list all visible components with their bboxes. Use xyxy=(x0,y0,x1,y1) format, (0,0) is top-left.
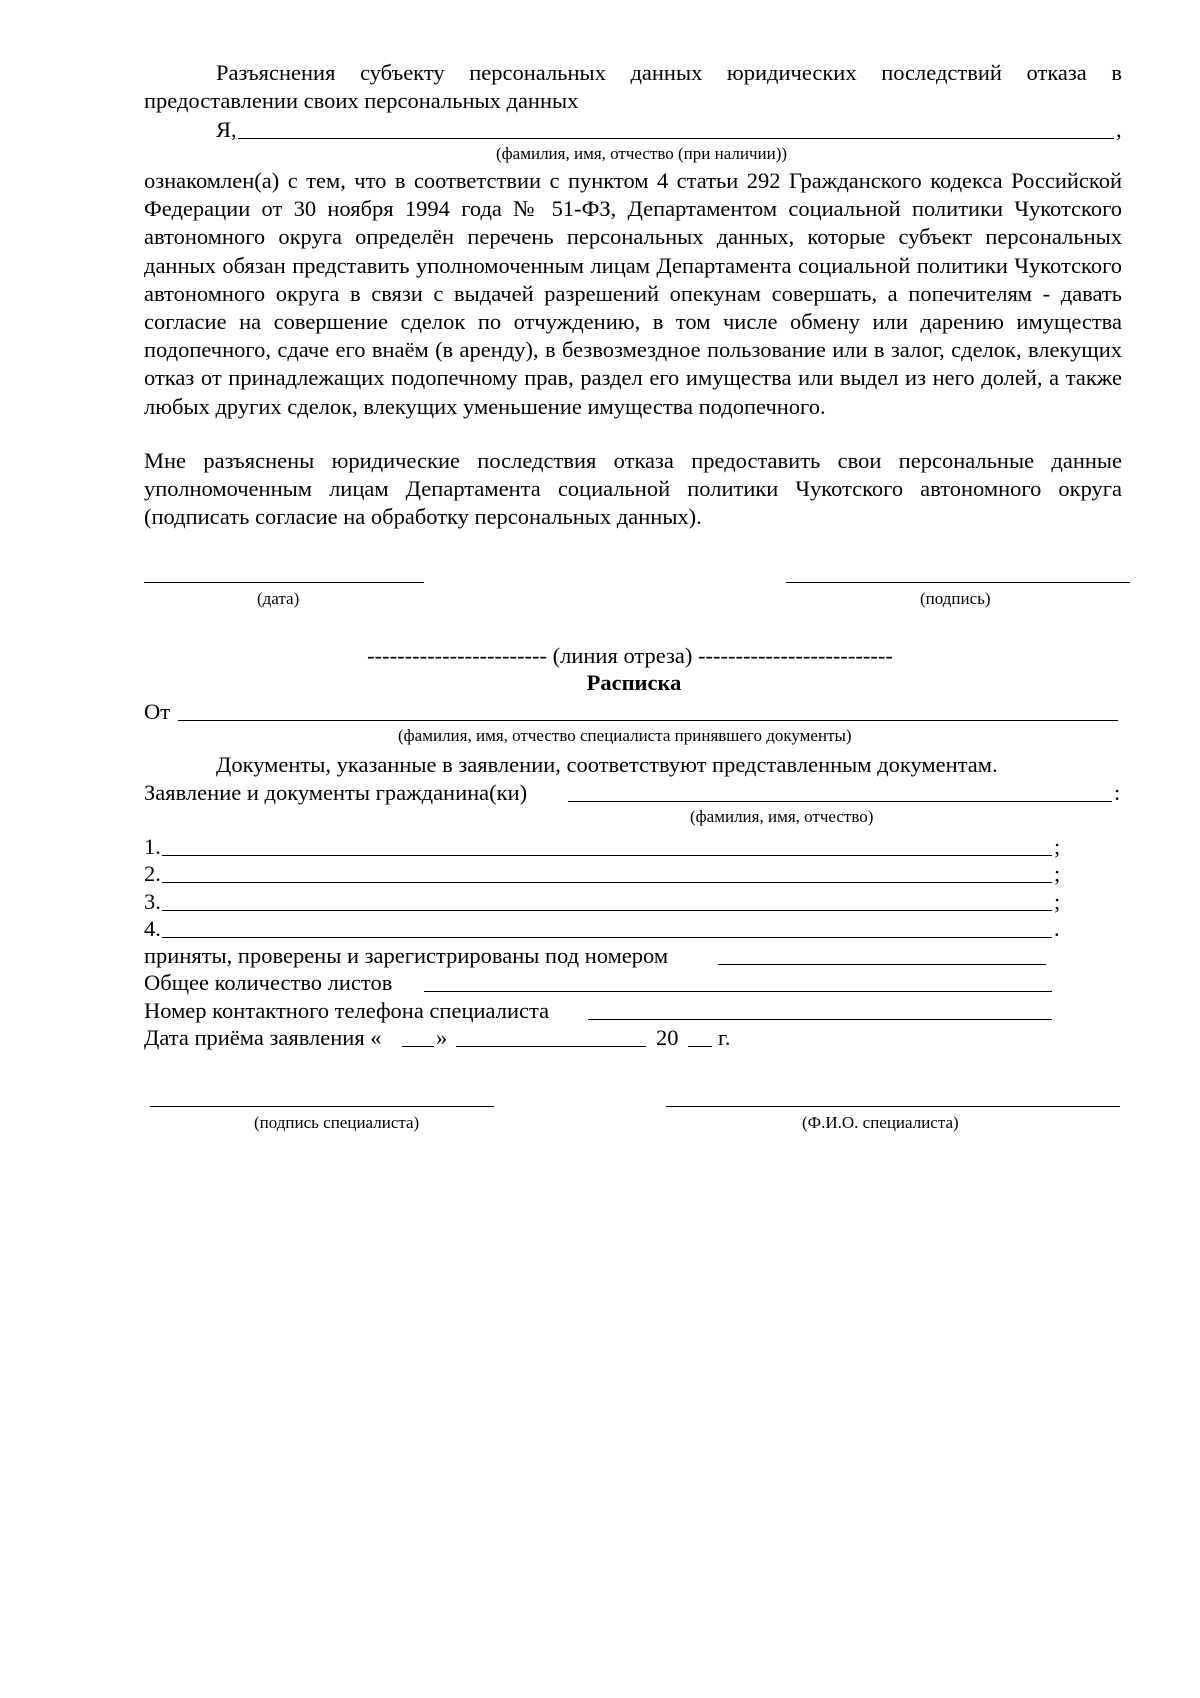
signature-line[interactable] xyxy=(786,582,1130,583)
document-item-end: ; xyxy=(1054,889,1061,914)
receipt-year-suffix: г. xyxy=(718,1025,731,1050)
application-suffix: : xyxy=(1114,780,1121,805)
document-item-number: 2. xyxy=(144,861,161,886)
from-caption: (фамилия, имя, отчество специалиста принявшего документы) xyxy=(398,726,852,745)
phone-label: Номер контактного телефона специалиста xyxy=(144,998,550,1023)
date-line[interactable] xyxy=(144,582,424,583)
date-caption: (дата) xyxy=(257,589,300,608)
document-item-end: ; xyxy=(1054,834,1061,859)
specialist-signature-line[interactable] xyxy=(150,1106,494,1107)
from-label: От xyxy=(144,699,171,724)
registration-number-line[interactable] xyxy=(718,964,1046,965)
specialist-signature-caption: (подпись специалиста) xyxy=(254,1113,420,1132)
full-name-caption: (фамилия, имя, отчество (при наличии)) xyxy=(496,144,788,163)
citizen-name-line[interactable] xyxy=(568,801,1112,802)
document-item-line[interactable] xyxy=(162,937,1052,938)
document-item-number: 3. xyxy=(144,889,161,914)
specialist-name-line[interactable] xyxy=(666,1106,1120,1107)
cut-line: ------------------------ (линия отреза) -------------------------- xyxy=(367,643,893,668)
full-name-line[interactable] xyxy=(238,138,1114,139)
document-item-number: 1. xyxy=(144,834,161,859)
document-item-end: . xyxy=(1054,916,1060,941)
receipt-date-quote-close: » xyxy=(436,1025,448,1050)
receipt-month-line[interactable] xyxy=(456,1046,646,1047)
receipt-year-line[interactable] xyxy=(688,1046,712,1047)
receipt-day-line[interactable] xyxy=(402,1046,434,1047)
specialist-name-caption: (Ф.И.О. специалиста) xyxy=(802,1113,959,1132)
i-prefix: Я, xyxy=(216,117,237,142)
document-item-end: ; xyxy=(1054,861,1061,886)
i-suffix: , xyxy=(1116,117,1122,142)
document-item-line[interactable] xyxy=(162,910,1052,911)
receipt-title: Расписка xyxy=(586,670,682,695)
receipt-date-label: Дата приёма заявления « xyxy=(144,1025,382,1050)
acknowledgement-paragraph: ознакомлен(а) с тем, что в соответствии с пунктом 4 статьи 292 Гражданского кодекса Российской Федерации от 30 ноября 1994 года № 51-ФЗ, Департаментом социальной политики Чукотского автономного округа определён перечень персональных данных, которые субъект персональных данных обязан представить уполномоченным лицам Департамента социальной политики Чукотского автономного округа в связи с выдачей разрешений опекунам совершать, а попечителям - давать согласие на совершение сделок по отчуждению, в том числе обмену или дарению имущества подопечного, сдаче его внаём (в аренду), в безвозмездное пользование или в залог, сделок, влекущих отказ от принадлежащих подопечному прав, раздел его имущества или выдел из него долей, а также любых других сделок, влекущих уменьшение имущества подопечного. xyxy=(144,168,1122,419)
phone-line[interactable] xyxy=(588,1019,1052,1020)
registered-label: приняты, проверены и зарегистрированы под номером xyxy=(144,943,669,968)
signature-caption: (подпись) xyxy=(920,589,991,608)
documents-statement: Документы, указанные в заявлении, соответствуют представленным документам. xyxy=(216,752,998,777)
from-specialist-line[interactable] xyxy=(178,720,1118,721)
document-item-number: 4. xyxy=(144,916,161,941)
sheets-count-line[interactable] xyxy=(424,991,1052,992)
document-item-line[interactable] xyxy=(162,855,1052,856)
application-label: Заявление и документы гражданина(ки) xyxy=(144,780,528,805)
consent-heading: Разъяснения субъекту персональных данных юридических последствий отказа в предоставлении своих персональных данных xyxy=(144,60,1122,114)
document-item-line[interactable] xyxy=(162,882,1052,883)
consequences-paragraph: Мне разъяснены юридические последствия отказа предоставить свои персональные данные уполномоченным лицам Департамента социальной политики Чукотского автономного округа (подписать согласие на обработку персональных данных). xyxy=(144,448,1122,530)
citizen-caption: (фамилия, имя, отчество) xyxy=(690,807,874,826)
sheets-label: Общее количество листов xyxy=(144,970,393,995)
receipt-year-prefix: 20 xyxy=(656,1025,679,1050)
